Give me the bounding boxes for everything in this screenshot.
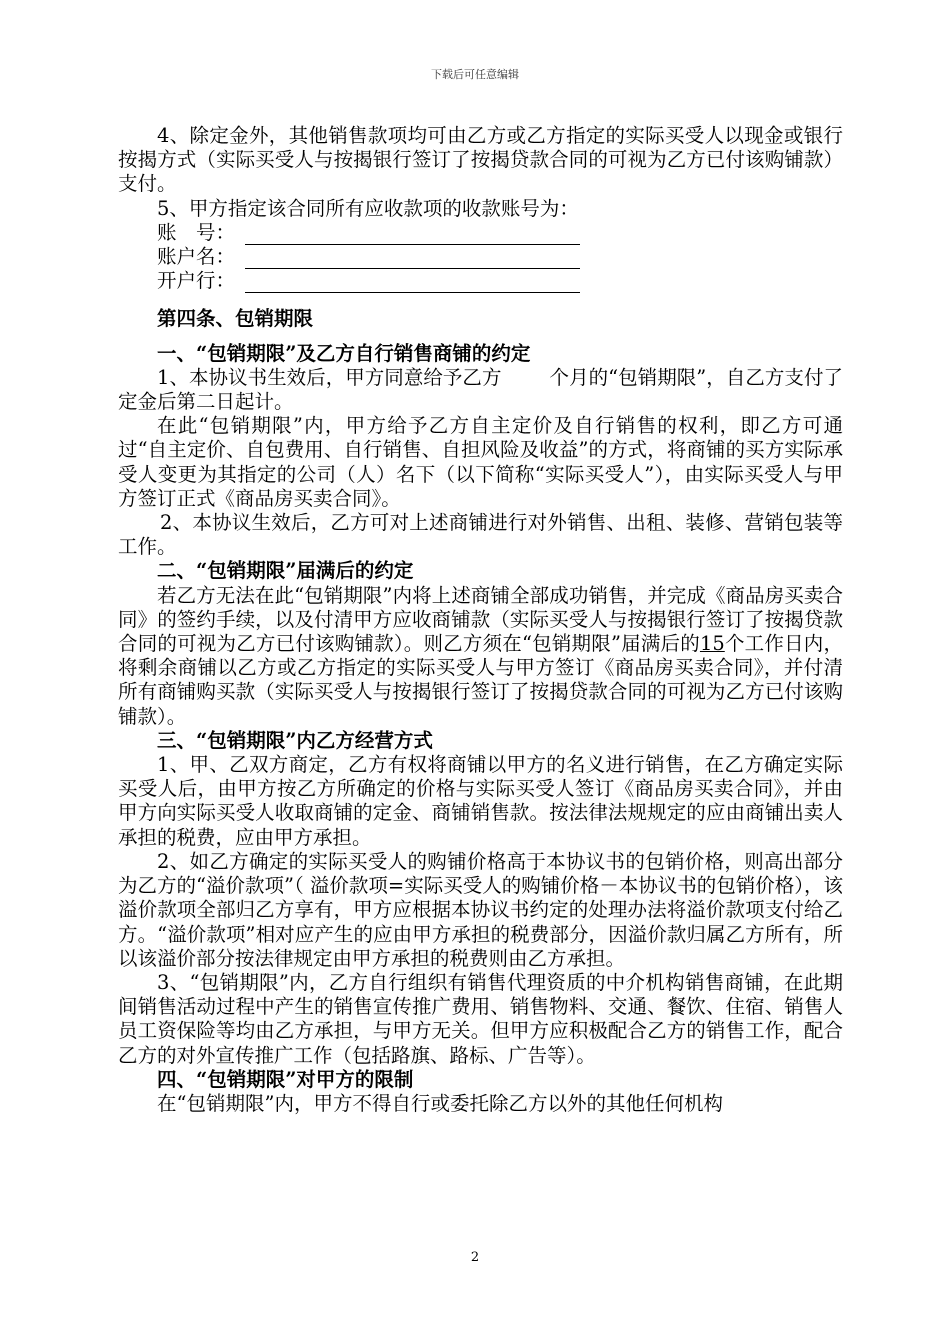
section-1-p1-start: 1、本协议书生效后，甲方同意给予乙方	[157, 365, 502, 389]
account-number-field	[157, 221, 843, 245]
page-header: 下载后可任意编辑	[431, 68, 519, 81]
account-name-field	[157, 245, 843, 269]
account-number-label: 账 号：	[157, 220, 236, 244]
account-name-blank	[245, 248, 580, 269]
bank-field	[157, 269, 843, 293]
section-3-title: 三、“包销期限”内乙方经营方式	[157, 728, 433, 752]
article-4-title: 第四条、包销期限	[157, 307, 314, 331]
section-1-p1-end: 个月的“包销期限”，自乙方支付了定金后第二日起计。	[118, 365, 843, 414]
bank-blank	[245, 272, 580, 293]
section-3-paragraph-1: 1、甲、乙双方商定，乙方有权将商铺以甲方的名义进行销售，在乙方确定实际买受人后，由甲方按乙方所确定的价格与实际买受人签订《商品房买卖合同》，并由甲方向实际买受人收取商铺的定金、商铺销售款。按法律法规规定的应由商铺出卖人承担的税费，应由甲方承担。	[118, 753, 843, 849]
section-3-paragraph-3: 3、“包销期限”内，乙方自行组织有销售代理资质的中介机构销售商铺，在此期间销售活动过程中产生的销售宣传推广费用、销售物料、交通、餐饮、住宿、销售人员工资保险等均由乙方承担，与甲方无关。但甲方应积极配合乙方的销售工作，配合乙方的对外宣传推广工作（包括路旗、路标、广告等）。	[118, 970, 843, 1067]
document-body	[118, 124, 843, 1116]
paragraph-4: 4、除定金外，其他销售款项均可由乙方或乙方指定的实际买受人以现金或银行按揭方式（实际买受人与按揭银行签订了按揭贷款合同的可视为乙方已付该购铺款）支付。	[118, 124, 843, 196]
account-name-label: 账户名：	[157, 245, 236, 269]
section-2-title: 二、“包销期限”届满后的约定	[157, 559, 414, 583]
page-number: 2	[470, 1250, 480, 1265]
bank-label: 开户行：	[157, 269, 236, 293]
section-1-paragraph-1	[118, 366, 843, 414]
paragraph-5: 5、甲方指定该合同所有应收款项的收款账号为：	[157, 196, 579, 220]
section-3-paragraph-2: 2、如乙方确定的实际买受人的购铺价格高于本协议书的包销价格，则高出部分为乙方的“溢价款项”（ 溢价款项=实际买受人的购铺价格－本协议书的包销价格），该溢价款项全部归乙方享有，甲方应根据本协议书约定的处理办法将溢价款项支付给乙方。“溢价款项”相对应产生的应由甲方承担的税费部分，因溢价款归属乙方所有，所以该溢价部分按法律规定由甲方承担的税费则由乙方承担。	[118, 849, 843, 970]
section-2-p1-start: 若乙方无法在此“包销期限”内将上述商铺全部成功销售，并完成《商品房买卖合同》的签约手续，以及付清甲方应收商铺款（实际买受人与按揭银行签订了按揭贷款合同的可视为乙方已付该购铺款）。则乙方须在“包销期限”届满后的	[118, 583, 843, 656]
section-4-title: 四、“包销期限”对甲方的限制	[157, 1067, 414, 1091]
account-number-blank	[245, 224, 580, 245]
section-1-paragraph-2: 在此“包销期限”内，甲方给予乙方自主定价及自行销售的权利，即乙方可通过“自主定价、自包费用、自行销售、自担风险及收益”的方式，将商铺的买方实际承受人变更为其指定的公司（人）名下（以下简称“实际买受人”），由实际买受人与甲方签订正式《商品房买卖合同》。	[118, 414, 843, 510]
working-days-value: 15	[699, 632, 725, 656]
section-1-title: 一、“包销期限”及乙方自行销售商铺的约定	[157, 341, 531, 365]
section-1-paragraph-3: 2、本协议生效后，乙方可对上述商铺进行对外销售、出租、装修、营销包装等工作。	[118, 511, 843, 559]
section-2-paragraph-1	[118, 584, 843, 729]
section-4-paragraph-1: 在“包销期限”内，甲方不得自行或委托除乙方以外的其他任何机构	[157, 1091, 723, 1115]
section-2-p1-end: 个工作日内，将剩余商铺以乙方或乙方指定的实际买受人与甲方签订《商品房买卖合同》，并付清所有商铺购买款（实际买受人与按揭银行签订了按揭贷款合同的可视为乙方已付该购铺款）。	[118, 632, 843, 728]
